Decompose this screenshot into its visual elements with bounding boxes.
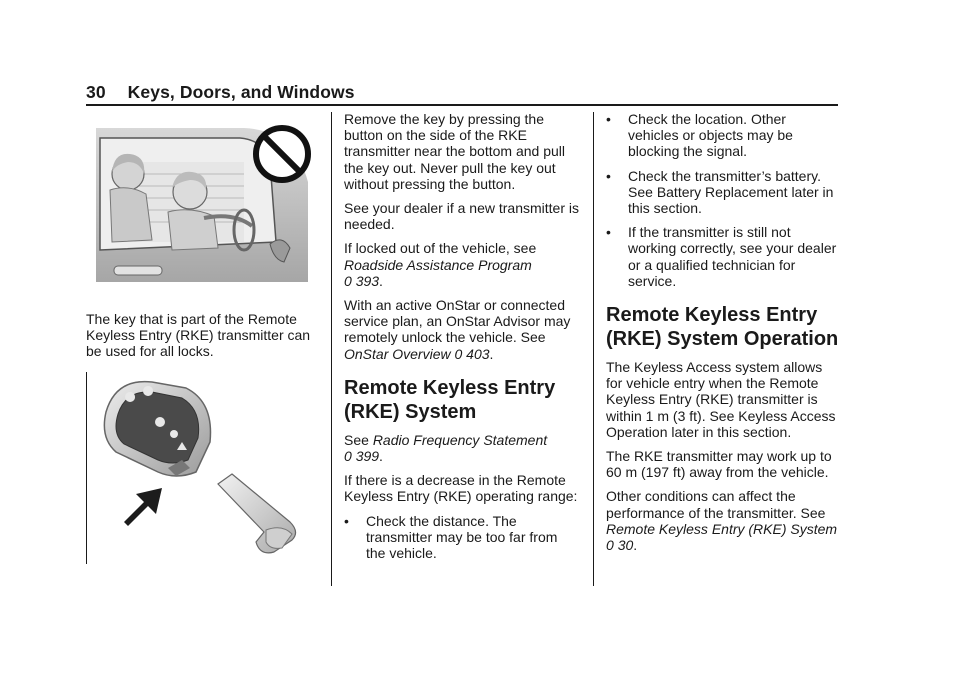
list-item: • Check the distance. The transmitter may be too far from the vehicle.	[344, 512, 558, 562]
list-item: • If the transmitter is still not working correctly, see your dealer or a qualified technician for service.	[606, 224, 837, 289]
radio-frequency-link[interactable]: Radio Frequency Statement	[372, 431, 548, 448]
remove-key-paragraph: Remove the key by pressing the button on the side of the RKE transmitter near the bottom and pull the key out. Never pull the key out without pressing the button.	[344, 111, 566, 192]
rke-transmitter-illustration	[86, 372, 314, 564]
list-item: • Check the transmitter’s battery. See Battery Replacement later in this section.	[606, 167, 834, 217]
page-header	[86, 82, 355, 103]
column-divider-1	[331, 112, 332, 586]
rke-operation-heading: Remote Keyless Entry (RKE) System Operation	[606, 304, 839, 351]
keyless-access-paragraph: The Keyless Access system allows for vehicle entry when the Remote Keyless Entry (RKE) transmitter is within 1 m (3 ft). See Keyless Access Operation later in this section.	[606, 359, 836, 440]
page-number: 30	[86, 82, 106, 102]
page-ref-symbol: 0	[606, 537, 614, 554]
page-ref-symbol: 0	[454, 345, 463, 362]
dealer-paragraph: See your dealer if a new transmitter is needed.	[344, 200, 579, 233]
radio-frequency-paragraph: See Radio Frequency Statement 0 399.	[344, 431, 548, 465]
header-rule	[86, 104, 838, 106]
bullet-marker: •	[344, 512, 349, 529]
children-in-car-illustration	[94, 122, 312, 292]
onstar-overview-link[interactable]: OnStar Overview	[344, 345, 451, 362]
page-ref-symbol: 0	[344, 272, 352, 289]
battery-replacement-link[interactable]: Battery Replacement	[656, 183, 788, 200]
section-title: Keys, Doors, and Windows	[127, 82, 355, 102]
roadside-assistance-link[interactable]: Roadside Assistance Program	[344, 256, 532, 273]
page-ref-symbol: 0	[344, 448, 352, 465]
page-ref[interactable]: 393	[355, 272, 380, 289]
bullet-marker: •	[606, 224, 611, 241]
rke-system-link[interactable]: Remote Keyless Entry (RKE) System	[606, 520, 838, 537]
range-paragraph: The RKE transmitter may work up to 60 m (197 ft) away from the vehicle.	[606, 448, 832, 481]
middle-column	[344, 111, 580, 569]
left-column	[86, 311, 326, 368]
page-ref[interactable]: 399	[355, 448, 380, 465]
conditions-paragraph: Other conditions can affect the performance of the transmitter. See Remote Keyless Entry (RKE) System 0 30.	[606, 488, 838, 554]
rke-system-heading: Remote Keyless Entry (RKE) System	[344, 376, 556, 423]
bullet-marker: •	[606, 111, 611, 127]
right-column	[606, 111, 840, 561]
figure-caption: The key that is part of the Remote Keyless Entry (RKE) transmitter can be used for all locks.	[86, 311, 311, 360]
locked-out-paragraph: If locked out of the vehicle, see Roadside Assistance Program 0 393.	[344, 240, 537, 289]
page-ref[interactable]: 30	[617, 537, 634, 554]
onstar-paragraph: With an active OnStar or connected service plan, an OnStar Advisor may remotely unlock the vehicle. See OnStar Overview 0 403.	[344, 297, 571, 362]
page-ref[interactable]: 403	[466, 345, 490, 362]
list-item: • Check the location. Other vehicles or objects may be blocking the signal.	[606, 111, 793, 160]
column-divider-2	[593, 112, 594, 586]
bullet-marker: •	[606, 167, 611, 184]
range-decrease-paragraph: If there is a decrease in the Remote Keyless Entry (RKE) operating range:	[344, 472, 578, 505]
keyless-access-link[interactable]: Keyless Access Operation	[606, 407, 836, 440]
